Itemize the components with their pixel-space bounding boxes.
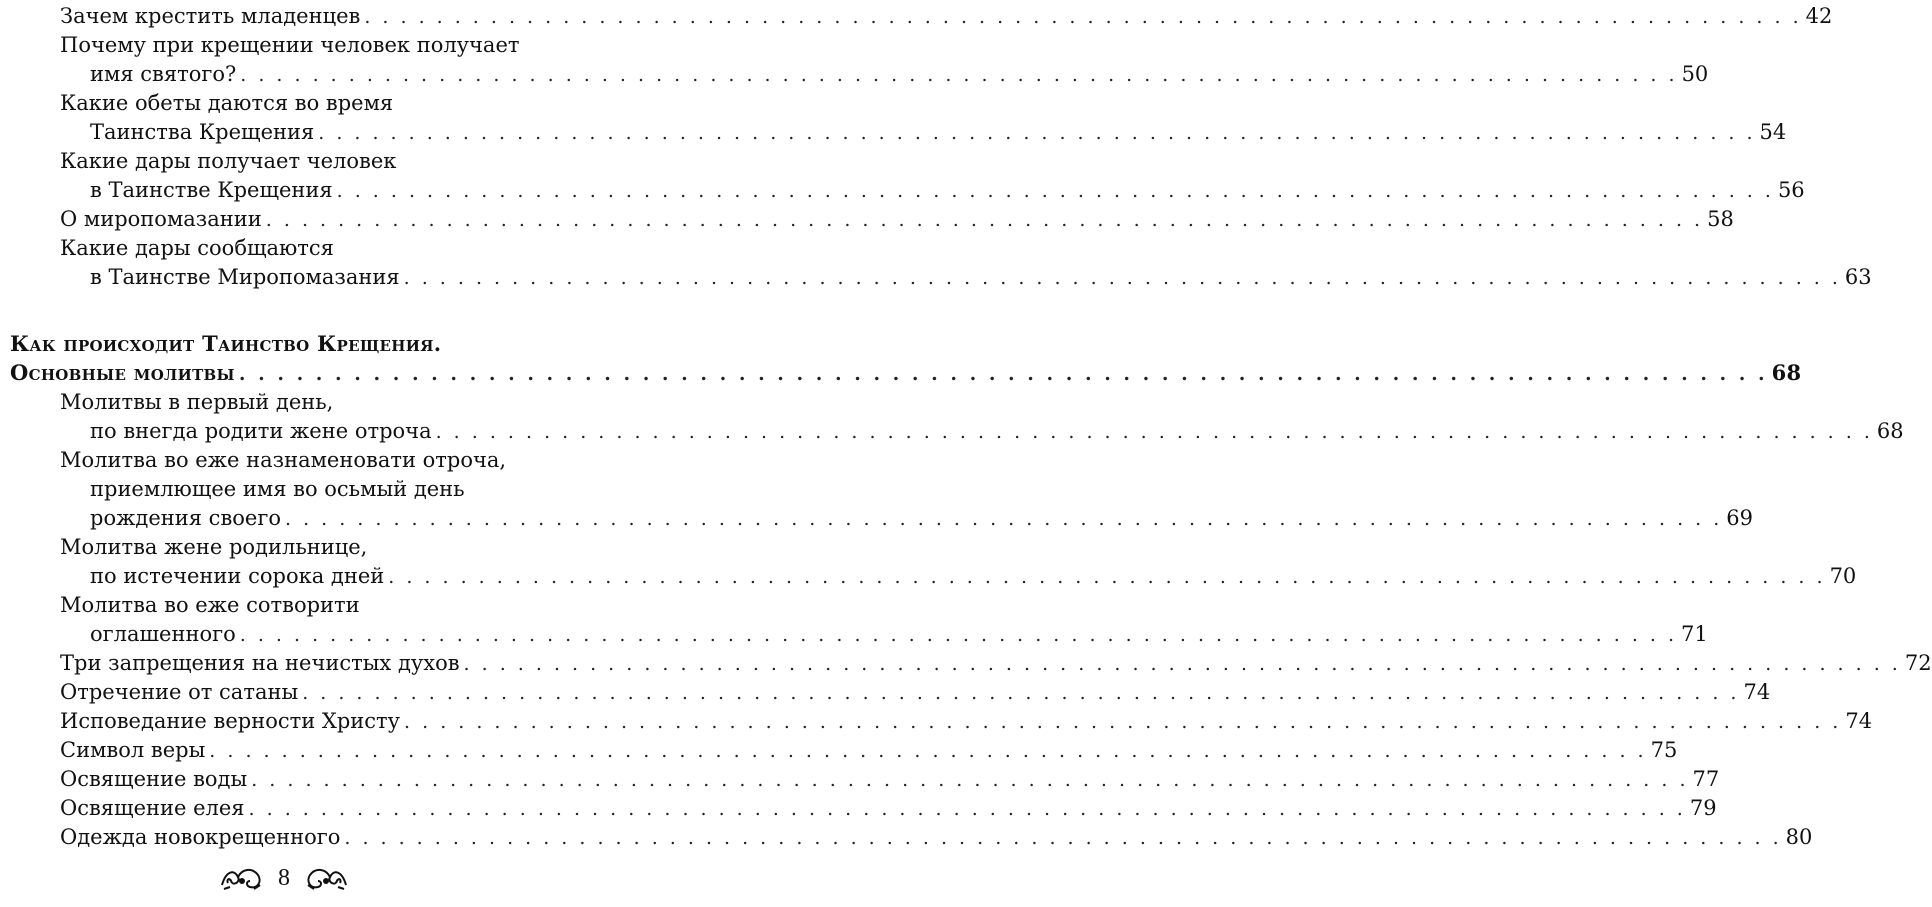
toc-entry-title: Молитва во еже назнаменовати отроча, [60, 448, 507, 472]
toc-entry-title: Зачем крестить младенцев [60, 4, 361, 28]
dot-leader: . . . . . . . . . . . . . . . . . . . . . . . . . . . . . . . . . . . . . . . . . . . . . . . . . . . . . . . . . . . . . . . . . . . . . . . . . . . . . . . . [265, 209, 1704, 231]
dot-leader: . . . . . . . . . . . . . . . . . . . . . . . . . . . . . . . . . . . . . . . . . . . . . . . . . . . . . . . . . . . . . . . . . . . . . . . . . . . . . . . . [435, 421, 1873, 443]
dot-leader: . . . . . . . . . . . . . . . . . . . . . . . . . . . . . . . . . . . . . . . . . . . . . . . . . . . . . . . . . . . . . . . . . . . . . . . . . . . . . . . . [284, 508, 1723, 530]
toc-page-number: 68 [1876, 419, 1904, 443]
toc-entry-title: Почему при крещении человек получает [60, 33, 520, 57]
dot-leader: . . . . . . . . . . . . . . . . . . . . . . . . . . . . . . . . . . . . . . . . . . . . . . . . . . . . . . . . . . . . . . . . . . . . . . . . . . . . . . . . [209, 740, 1647, 762]
toc-entry-line [60, 765, 1720, 793]
toc-page-number: 71 [1681, 622, 1708, 646]
toc-entry-title: Исповедание верности Христу [60, 709, 401, 733]
toc-entry-title: Молитва во еже сотворити [60, 593, 360, 617]
toc-entry-title: Одежда новокрещенного [60, 825, 341, 849]
page-number: 8 [278, 864, 290, 891]
toc-entry-line [60, 533, 556, 561]
toc-entry-title: в Таинстве Миропомазания [90, 265, 400, 289]
toc-entry-title: О миропомазании [60, 207, 262, 231]
section-title-text: Основные молитвы [10, 360, 235, 385]
dot-leader: . . . . . . . . . . . . . . . . . . . . . . . . . . . . . . . . . . . . . . . . . . . . . . . . . . . . . . . . . . . . . . . . . . . . . . . . . . . . . . . . [404, 711, 1842, 733]
section-title-text: Как происходит Таинство Крещения. [10, 331, 442, 356]
dot-leader: . . . . . . . . . . . . . . . . . . . . . . . . . . . . . . . . . . . . . . . . . . . . . . . . . . . . . . . . . . . . . . . . . . . . . . . . . . . . . . . . [251, 769, 1689, 791]
toc-page-number: 56 [1777, 178, 1805, 202]
dot-leader: . . . . . . . . . . . . . . . . . . . . . . . . . . . . . . . . . . . . . . . . . . . . . . . . . . . . . . . . . . . . . . . . . . . . . . . . . . . . . . . . [336, 180, 1774, 202]
ornament-right-icon [304, 863, 350, 893]
toc-entry-line [60, 2, 1833, 30]
toc-entry-title: Какие обеты даются во время [60, 91, 394, 115]
toc-page-number: 77 [1692, 767, 1720, 791]
dot-leader: . . . . . . . . . . . . . . . . . . . . . . . . . . . . . . . . . . . . . . . . . . . . . . . . . . . . . . . . . . . . . . . . . . . . . . . . . . . . . . . . [318, 122, 1756, 144]
toc-entry-line [60, 649, 1932, 677]
dot-leader: . . . . . . . . . . . . . . . . . . . . . . . . . . . . . . . . . . . . . . . . . . . . . . . . . . . . . . . . . . . . . . . . . . . . . . . . . . . . . . . . [344, 827, 1782, 849]
toc-entry-title: Освящение елея [60, 796, 245, 820]
dot-leader: . . . . . . . . . . . . . . . . . . . . . . . . . . . . . . . . . . . . . . . . . . . . . . . . . . . . . . . . . . . . . . . . . . . . . . . . . . . . . . . . [239, 624, 1678, 646]
toc-entry-line [60, 707, 1873, 735]
toc-page-number: 68 [1771, 360, 1802, 385]
toc-entry-line [90, 417, 1904, 445]
toc-entry-title: по истечении сорока дней [90, 564, 385, 588]
toc-entry-title: в Таинстве Крещения [90, 178, 333, 202]
toc-entry-line [60, 591, 556, 619]
toc-page-number: 50 [1681, 62, 1709, 86]
toc-entry-title: Отречение от сатаны [60, 680, 299, 704]
toc-page-number: 69 [1726, 506, 1754, 530]
toc-entry-line [90, 176, 1805, 204]
toc-page-number: 63 [1844, 265, 1872, 289]
toc-entry-line [60, 823, 1813, 851]
toc-page-number: 42 [1805, 4, 1833, 28]
dot-leader: . . . . . . . . . . . . . . . . . . . . . . . . . . . . . . . . . . . . . . . . . . . . . . . . . . . . . . . . . . . . . . . . . . . . . . . . . . . . . . . . [403, 267, 1841, 289]
dot-leader: . . . . . . . . . . . . . . . . . . . . . . . . . . . . . . . . . . . . . . . . . . . . . . . . . . . . . . . . . . . . . . . . . . . . . . . . . . . . . . . . [240, 64, 1678, 86]
dot-leader: . . . . . . . . . . . . . . . . . . . . . . . . . . . . . . . . . . . . . . . . . . . . . . . . . . . . . . . . . . . . . . . . . . . . . . . . . . . . . . . . [248, 798, 1686, 820]
dot-leader: . . . . . . . . . . . . . . . . . . . . . . . . . . . . . . . . . . . . . . . . . . . . . . . . . . . . . . . . . . . . . . . . . . . . . . . . . . . . . . . . [388, 566, 1826, 588]
toc-page-number: 74 [1845, 709, 1873, 733]
toc-entry-title: Символ веры [60, 738, 206, 762]
page-footer [0, 858, 568, 898]
toc-entry-line [90, 620, 1708, 648]
toc-entry-title: по внегда родити жене отроча [90, 419, 432, 443]
dot-leader: . . . . . . . . . . . . . . . . . . . . . . . . . . . . . . . . . . . . . . . . . . . . . . . . . . . . . . . . . . . . . . . . . . . . . . . . . . . . . . . . [238, 363, 1768, 385]
toc-entry-title: Какие дары сообщаются [60, 236, 334, 260]
toc-entry-line [60, 388, 556, 416]
toc-entry-title: Молитва жене родильнице, [60, 535, 368, 559]
dot-leader: . . . . . . . . . . . . . . . . . . . . . . . . . . . . . . . . . . . . . . . . . . . . . . . . . . . . . . . . . . . . . . . . . . . . . . . . . . . . . . . . [364, 6, 1802, 28]
section-title-line [10, 330, 556, 358]
toc-entry-line [60, 31, 556, 59]
toc-entry-line [60, 446, 556, 474]
toc-page-number: 70 [1829, 564, 1857, 588]
toc-entry-title: имя святого? [90, 62, 237, 86]
toc-entry-title: Таинства Крещения [90, 120, 315, 144]
toc-entry-line [60, 234, 556, 262]
toc-entry-line [60, 678, 1771, 706]
toc-entry-title: оглашенного [90, 622, 236, 646]
toc-entry-title: приемлющее имя во осьмый день [90, 477, 465, 501]
toc-entry-title: Три запрещения на нечистых духов [60, 651, 460, 675]
toc-page-number: 54 [1759, 120, 1787, 144]
toc-entry-line [90, 562, 1857, 590]
toc-entry-line [60, 794, 1717, 822]
dot-leader: . . . . . . . . . . . . . . . . . . . . . . . . . . . . . . . . . . . . . . . . . . . . . . . . . . . . . . . . . . . . . . . . . . . . . . . . . . . . . . . . [302, 682, 1740, 704]
toc-entry-title: рождения своего [90, 506, 281, 530]
toc-entry-line [90, 118, 1787, 146]
toc-entry-line [60, 736, 1678, 764]
ornament-left-icon [218, 863, 264, 893]
toc-entry-line [60, 205, 1734, 233]
toc-entry-line [90, 504, 1754, 532]
toc-entry-line [90, 475, 556, 503]
section-title-line [10, 359, 1802, 387]
toc-entry-line [90, 263, 1872, 291]
toc-page-number: 58 [1707, 207, 1734, 231]
toc-page-number: 72 [1904, 651, 1932, 675]
toc-entry-title: Молитвы в первый день, [60, 390, 334, 414]
toc-entry-line [60, 147, 556, 175]
toc-page-number: 75 [1650, 738, 1678, 762]
dot-leader: . . . . . . . . . . . . . . . . . . . . . . . . . . . . . . . . . . . . . . . . . . . . . . . . . . . . . . . . . . . . . . . . . . . . . . . . . . . . . . . . [463, 653, 1901, 675]
toc-entry-title: Какие дары получает человек [60, 149, 397, 173]
toc-entry-line [60, 89, 556, 117]
toc-page-number: 79 [1689, 796, 1717, 820]
toc-entry-title: Освящение воды [60, 767, 248, 791]
toc-page-number: 80 [1785, 825, 1813, 849]
toc-entry-line [90, 60, 1709, 88]
toc-page-number: 74 [1743, 680, 1771, 704]
